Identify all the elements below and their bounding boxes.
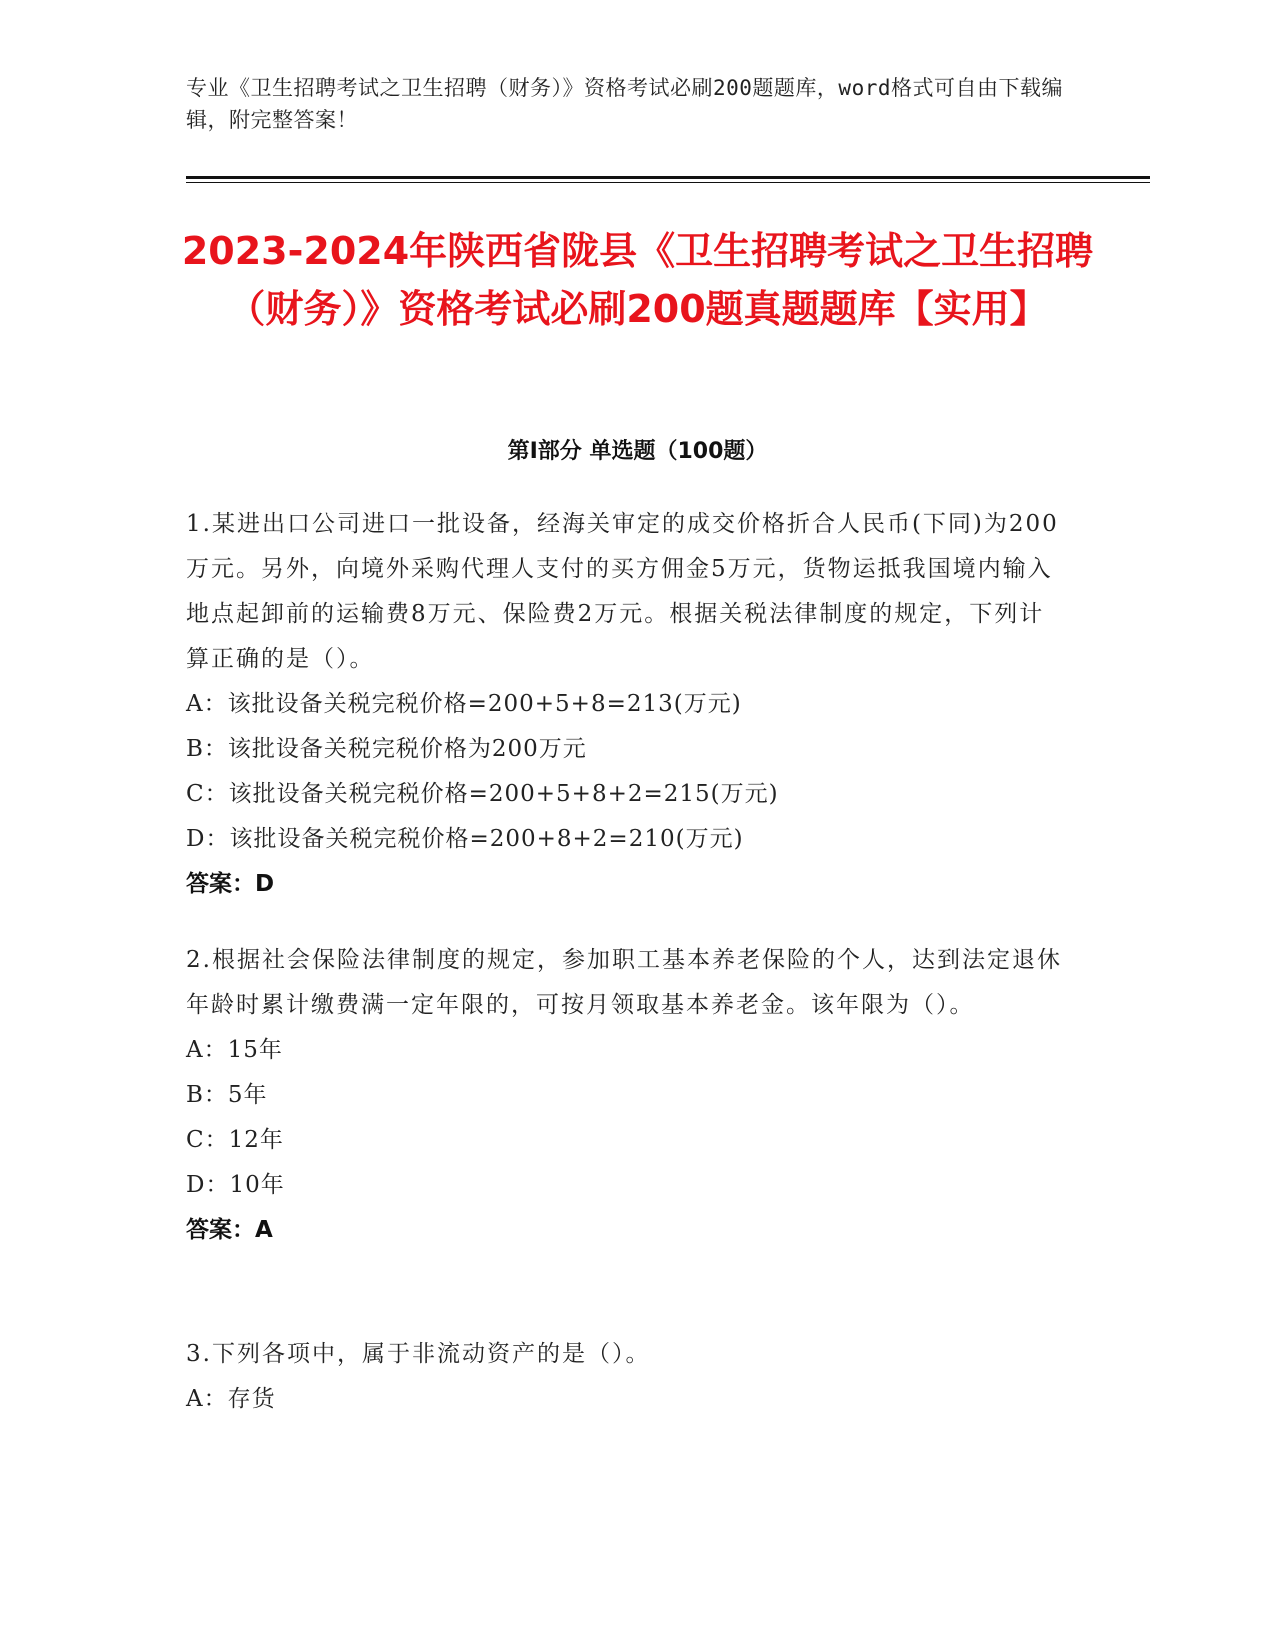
document-title: 2023-2024年陕西省陇县《卫生招聘考试之卫生招聘（财务）》资格考试必刷200题真题题库【实用】 [181, 229, 1094, 331]
option-b: B：5年 [186, 1082, 268, 1108]
question-block-1 [186, 502, 1066, 907]
option-a: A：存货 [186, 1386, 276, 1412]
question-block-2 [186, 938, 1066, 1253]
option-c: C：该批设备关税完税价格=200+5+8+2=215(万元) [186, 781, 779, 807]
option-b: B：该批设备关税完税价格为200万元 [186, 736, 587, 762]
option-a: A：15年 [186, 1037, 283, 1063]
option-c: C：12年 [186, 1127, 284, 1153]
header-divider-thick [186, 176, 1150, 179]
header-divider-thin [186, 182, 1150, 183]
question-text: 2.根据社会保险法律制度的规定，参加职工基本养老保险的个人，达到法定退休年龄时累计缴费满一定年限的，可按月领取基本养老金。该年限为（）。 [186, 947, 1062, 1018]
option-d: D：该批设备关税完税价格=200+8+2=210(万元) [186, 826, 744, 852]
question-text: 1.某进出口公司进口一批设备，经海关审定的成交价格折合人民币(下同)为200万元。另外，向境外采购代理人支付的买方佣金5万元，货物运抵我国境内输入地点起卸前的运输费8万元、保险费2万元。根据关税法律制度的规定，下列计算正确的是（）。 [186, 511, 1059, 672]
answer-label: 答案：D [186, 871, 275, 897]
option-a: A：该批设备关税完税价格=200+5+8=213(万元) [186, 691, 742, 717]
option-d: D：10年 [186, 1172, 285, 1198]
question-block-3 [186, 1332, 1066, 1422]
answer-label: 答案：A [186, 1217, 273, 1243]
header-note: 专业《卫生招聘考试之卫生招聘（财务）》资格考试必刷200题题库，word格式可自由下载编辑，附完整答案！ [186, 76, 1063, 132]
question-text: 3.下列各项中，属于非流动资产的是（）。 [186, 1341, 651, 1367]
section-heading: 第Ⅰ部分 单选题（100题） [507, 439, 768, 464]
